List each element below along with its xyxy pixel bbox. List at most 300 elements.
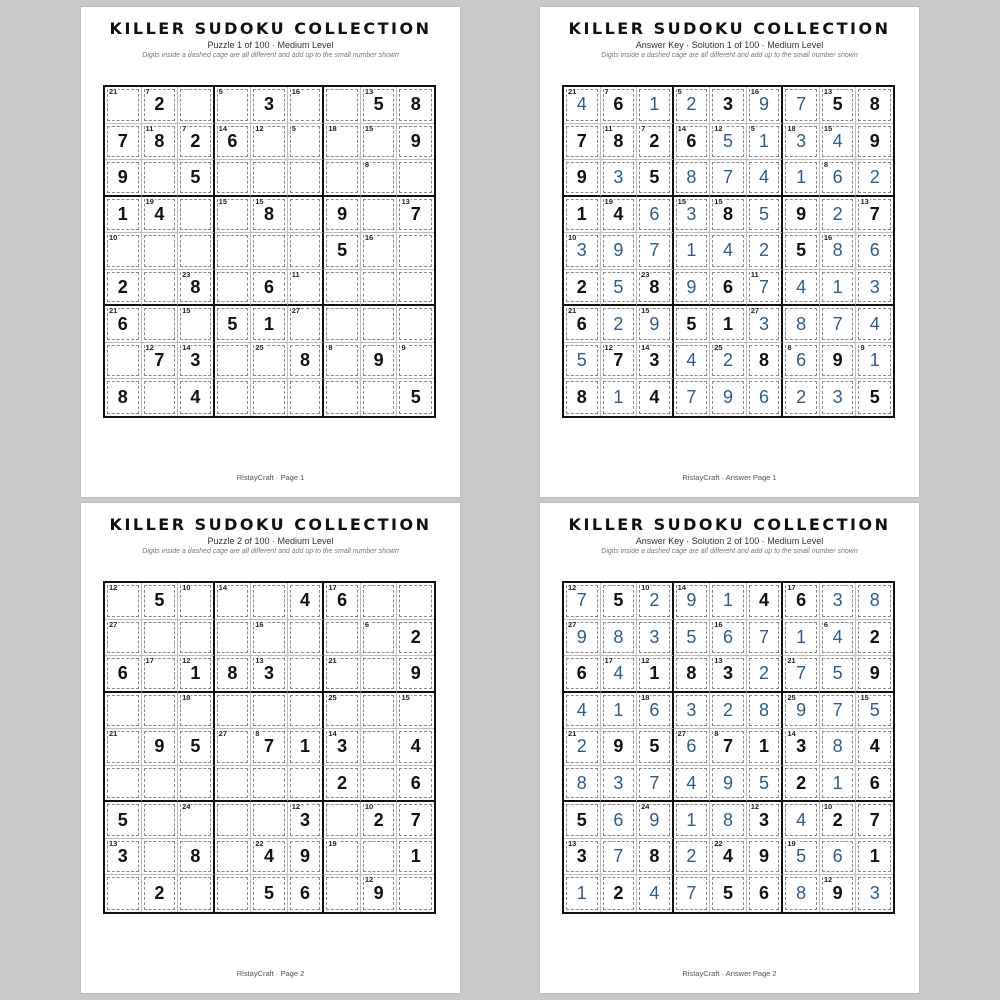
given-digit: 1 xyxy=(410,846,421,867)
sudoku-cell xyxy=(105,124,142,161)
sudoku-cell xyxy=(820,87,857,124)
cage-sum: 13 xyxy=(860,196,869,206)
cage-sum: 25 xyxy=(787,692,796,702)
sudoku-cell xyxy=(361,343,398,380)
solution-digit: 7 xyxy=(686,387,697,408)
given-digit: 8 xyxy=(300,350,311,371)
cage-sum: 12 xyxy=(604,342,613,352)
solution-digit: 2 xyxy=(722,699,733,720)
cage-sum: 8 xyxy=(255,729,260,739)
given-digit: 3 xyxy=(722,94,733,115)
sudoku-cell xyxy=(288,583,325,620)
sudoku-cell xyxy=(637,306,674,343)
sudoku-cell xyxy=(637,270,674,307)
solution-digit: 1 xyxy=(832,772,843,793)
page-footer: RistayCraft · Page 2 xyxy=(236,969,305,978)
sudoku-cell xyxy=(820,583,857,620)
solution-digit: 4 xyxy=(832,130,843,151)
sudoku-cell xyxy=(674,124,711,161)
given-digit: 7 xyxy=(722,736,733,757)
cage-sum: 13 xyxy=(823,87,833,96)
solution-digit: 5 xyxy=(759,772,770,793)
sudoku-cell xyxy=(674,802,711,839)
sudoku-cell xyxy=(747,802,784,839)
cage-outline xyxy=(290,622,321,654)
solution-digit: 1 xyxy=(722,590,733,611)
sudoku-cell xyxy=(710,729,747,766)
puzzle-page-1 xyxy=(81,7,460,497)
cage-sum: 15 xyxy=(401,692,410,702)
solution-digit: 5 xyxy=(796,846,807,867)
sudoku-cell xyxy=(820,729,857,766)
solution-digit: 8 xyxy=(686,166,697,187)
cage-outline xyxy=(144,841,176,873)
cage-sum: 8 xyxy=(787,342,792,352)
given-digit: 8 xyxy=(190,846,201,867)
sudoku-cell xyxy=(710,875,747,912)
cage-sum: 14 xyxy=(677,583,686,592)
given-digit: 2 xyxy=(117,276,128,297)
sudoku-cell xyxy=(105,875,142,912)
cage-outline xyxy=(180,199,211,231)
sudoku-cell xyxy=(361,656,398,693)
sudoku-cell xyxy=(783,766,820,803)
sudoku-cell xyxy=(710,656,747,693)
solution-digit: 4 xyxy=(613,662,624,683)
given-digit: 2 xyxy=(154,883,165,904)
sudoku-cell xyxy=(251,583,288,620)
solution-digit: 6 xyxy=(649,699,660,720)
sudoku-cell xyxy=(288,656,325,693)
sudoku-cell xyxy=(288,766,325,803)
solution-digit: 5 xyxy=(832,662,843,683)
sudoku-cell xyxy=(397,160,434,197)
sudoku-cell xyxy=(361,802,398,839)
given-digit: 2 xyxy=(154,94,165,115)
sudoku-cell xyxy=(215,656,252,693)
given-digit: 2 xyxy=(613,883,624,904)
given-digit: 4 xyxy=(722,846,733,867)
given-digit: 9 xyxy=(832,350,843,371)
cage-outline xyxy=(399,308,432,340)
cage-sum: 5 xyxy=(750,123,755,133)
given-digit: 8 xyxy=(117,387,128,408)
sudoku-cell xyxy=(820,656,857,693)
sudoku-cell xyxy=(564,233,601,270)
sudoku-cell xyxy=(178,693,215,730)
sudoku-cell xyxy=(397,802,434,839)
solution-digit: 3 xyxy=(759,313,770,334)
sudoku-cell xyxy=(142,233,179,270)
sudoku-cell xyxy=(856,875,893,912)
given-digit: 7 xyxy=(869,203,880,224)
cage-outline xyxy=(290,658,321,689)
sudoku-cell xyxy=(397,270,434,307)
cage-sum: 16 xyxy=(714,619,723,629)
given-digit: 3 xyxy=(263,662,274,683)
cage-sum: 23 xyxy=(641,269,650,279)
sudoku-cell xyxy=(783,233,820,270)
cage-sum: 15 xyxy=(364,123,374,133)
sudoku-cell xyxy=(856,839,893,876)
solution-digit: 6 xyxy=(832,846,843,867)
sudoku-cell xyxy=(710,306,747,343)
cage-outline xyxy=(326,804,358,836)
sudoku-cell xyxy=(747,124,784,161)
sudoku-cell xyxy=(178,87,215,124)
cage-outline xyxy=(399,877,432,910)
given-digit: 2 xyxy=(869,626,880,647)
sudoku-cell xyxy=(637,729,674,766)
sudoku-cell xyxy=(856,306,893,343)
cage-sum: 10 xyxy=(823,802,833,812)
given-digit: 6 xyxy=(759,883,770,904)
cage-sum: 15 xyxy=(714,196,723,206)
cage-sum: 16 xyxy=(750,87,760,96)
page-subtitle: Puzzle 2 of 100 · Medium Level xyxy=(207,536,334,546)
sudoku-cell xyxy=(747,583,784,620)
sudoku-cell xyxy=(601,343,638,380)
sudoku-cell xyxy=(251,87,288,124)
sudoku-cell xyxy=(397,379,434,416)
answer-page-1 xyxy=(540,7,919,497)
sudoku-cell xyxy=(564,124,601,161)
cage-outline xyxy=(253,768,285,799)
cage-sum: 27 xyxy=(109,619,118,629)
cage-sum: 15 xyxy=(182,306,191,316)
given-digit: 6 xyxy=(227,130,238,151)
cage-outline xyxy=(326,162,358,193)
solution-digit: 6 xyxy=(759,387,770,408)
sudoku-cell xyxy=(637,379,674,416)
sudoku-cell xyxy=(564,766,601,803)
sudoku-cell xyxy=(251,270,288,307)
sudoku-cell xyxy=(397,656,434,693)
sudoku-cell xyxy=(288,343,325,380)
cage-sum: 9 xyxy=(860,342,865,352)
given-digit: 6 xyxy=(337,590,348,611)
cage-outline xyxy=(363,731,395,763)
sudoku-cell xyxy=(601,583,638,620)
cage-outline xyxy=(363,199,395,231)
cage-sum: 21 xyxy=(109,306,118,316)
given-digit: 7 xyxy=(410,203,421,224)
cage-sum: 21 xyxy=(328,656,337,666)
cage-sum: 22 xyxy=(714,838,723,848)
solution-digit: 2 xyxy=(869,166,880,187)
cage-sum: 21 xyxy=(568,306,577,316)
sudoku-cell xyxy=(674,875,711,912)
sudoku-cell xyxy=(361,379,398,416)
given-digit: 8 xyxy=(649,846,660,867)
sudoku-cell xyxy=(324,379,361,416)
sudoku-cell xyxy=(820,802,857,839)
sudoku-cell xyxy=(710,583,747,620)
cage-outline xyxy=(363,381,395,414)
given-digit: 9 xyxy=(759,846,770,867)
sudoku-cell xyxy=(674,379,711,416)
sudoku-cell xyxy=(142,839,179,876)
sudoku-cell xyxy=(324,160,361,197)
sudoku-cell xyxy=(361,197,398,234)
given-digit: 1 xyxy=(649,662,660,683)
given-digit: 6 xyxy=(117,313,128,334)
given-digit: 9 xyxy=(337,203,348,224)
cage-outline xyxy=(363,768,395,799)
cage-outline xyxy=(144,768,176,799)
cage-sum: 18 xyxy=(328,123,337,133)
solution-digit: 9 xyxy=(649,313,660,334)
solution-digit: 9 xyxy=(649,809,660,830)
cage-sum: 15 xyxy=(860,692,869,702)
sudoku-cell xyxy=(288,160,325,197)
given-digit: 3 xyxy=(649,350,660,371)
sudoku-cell xyxy=(142,87,179,124)
cage-sum: 16 xyxy=(823,233,833,243)
cage-outline xyxy=(217,695,249,727)
cage-sum: 16 xyxy=(255,619,264,629)
given-digit: 3 xyxy=(337,736,348,757)
given-digit: 4 xyxy=(649,387,660,408)
solution-digit: 3 xyxy=(686,203,697,224)
sudoku-cell xyxy=(251,233,288,270)
given-digit: 9 xyxy=(613,736,624,757)
sudoku-cell xyxy=(747,233,784,270)
sudoku-cell xyxy=(397,766,434,803)
sudoku-cell xyxy=(178,583,215,620)
sudoku-cell xyxy=(324,802,361,839)
cage-sum: 15 xyxy=(641,306,650,316)
sudoku-cell xyxy=(747,766,784,803)
solution-digit: 4 xyxy=(576,94,587,115)
solution-digit: 3 xyxy=(576,240,587,261)
solution-digit: 4 xyxy=(686,350,697,371)
sudoku-cell xyxy=(856,233,893,270)
cage-sum: 23 xyxy=(182,269,191,279)
cage-outline xyxy=(180,877,211,910)
sudoku-cell xyxy=(783,343,820,380)
given-digit: 3 xyxy=(190,350,201,371)
given-digit: 4 xyxy=(759,590,770,611)
cage-sum: 7 xyxy=(182,123,187,133)
cage-sum: 13 xyxy=(255,656,264,666)
sudoku-cell xyxy=(288,270,325,307)
sudoku-cell xyxy=(215,379,252,416)
sudoku-cell xyxy=(637,802,674,839)
solution-digit: 9 xyxy=(759,94,770,115)
sudoku-cell xyxy=(178,270,215,307)
sudoku-cell xyxy=(637,875,674,912)
solution-digit: 3 xyxy=(686,699,697,720)
solution-digit: 1 xyxy=(613,699,624,720)
cage-outline xyxy=(290,768,321,799)
sudoku-cell xyxy=(601,656,638,693)
cage-outline xyxy=(326,89,358,121)
sudoku-cell xyxy=(251,729,288,766)
cage-sum: 12 xyxy=(182,656,191,666)
cage-sum: 21 xyxy=(568,729,577,739)
solution-digit: 4 xyxy=(649,883,660,904)
cage-sum: 17 xyxy=(328,583,337,592)
cage-sum: 25 xyxy=(328,692,337,702)
cage-sum: 10 xyxy=(568,233,577,243)
sudoku-cell xyxy=(783,87,820,124)
sudoku-cell xyxy=(251,656,288,693)
sudoku-cell xyxy=(856,656,893,693)
sudoku-cell xyxy=(142,583,179,620)
given-digit: 5 xyxy=(613,590,624,611)
cage-sum: 8 xyxy=(364,160,370,170)
cage-sum: 5 xyxy=(677,87,682,96)
sudoku-cell xyxy=(105,160,142,197)
sudoku-cell xyxy=(783,693,820,730)
sudoku-cell xyxy=(105,87,142,124)
sudoku-cell xyxy=(674,306,711,343)
cage-sum: 12 xyxy=(750,802,760,812)
given-digit: 3 xyxy=(300,809,311,830)
instructions: Digits inside a dashed cage are all different and add up to the small number shown xyxy=(601,548,858,555)
cage-outline xyxy=(180,235,211,267)
sudoku-cell xyxy=(324,656,361,693)
given-digit: 7 xyxy=(410,809,421,830)
sudoku-cell xyxy=(783,306,820,343)
sudoku-cell xyxy=(397,197,434,234)
instructions: Digits inside a dashed cage are all different and add up to the small number shown xyxy=(142,52,399,59)
given-digit: 4 xyxy=(154,203,165,224)
sudoku-cell xyxy=(361,124,398,161)
sudoku-cell xyxy=(564,87,601,124)
cage-outline xyxy=(290,199,321,231)
solution-digit: 8 xyxy=(796,883,807,904)
sudoku-cell xyxy=(747,343,784,380)
given-digit: 9 xyxy=(300,846,311,867)
instructions: Digits inside a dashed cage are all different and add up to the small number shown xyxy=(142,548,399,555)
given-digit: 5 xyxy=(576,809,587,830)
sudoku-cell xyxy=(324,839,361,876)
sudoku-cell xyxy=(601,766,638,803)
sudoku-cell xyxy=(601,160,638,197)
solution-digit: 2 xyxy=(613,313,624,334)
cage-sum: 16 xyxy=(364,233,374,243)
solution-digit: 2 xyxy=(796,387,807,408)
solution-digit: 6 xyxy=(832,166,843,187)
given-digit: 2 xyxy=(832,809,843,830)
given-digit: 6 xyxy=(263,276,274,297)
sudoku-cell xyxy=(820,233,857,270)
sudoku-cell xyxy=(637,87,674,124)
cage-outline xyxy=(144,308,176,340)
sudoku-cell xyxy=(820,270,857,307)
given-digit: 5 xyxy=(686,313,697,334)
sudoku-cell xyxy=(324,875,361,912)
sudoku-cell xyxy=(178,802,215,839)
sudoku-cell xyxy=(251,343,288,380)
given-digit: 8 xyxy=(686,662,697,683)
sudoku-cell xyxy=(288,693,325,730)
sudoku-cell xyxy=(674,160,711,197)
sudoku-cell xyxy=(142,343,179,380)
solution-digit: 1 xyxy=(869,350,880,371)
sudoku-cell xyxy=(783,379,820,416)
cage-sum: 12 xyxy=(291,802,301,812)
sudoku-cell xyxy=(397,343,434,380)
sudoku-cell xyxy=(564,306,601,343)
given-digit: 8 xyxy=(649,276,660,297)
solution-digit: 4 xyxy=(576,699,587,720)
sudoku-cell xyxy=(288,729,325,766)
cage-sum: 27 xyxy=(677,729,686,739)
cage-outline xyxy=(217,768,249,799)
sudoku-cell xyxy=(361,620,398,657)
solution-digit: 6 xyxy=(722,626,733,647)
sudoku-cell xyxy=(142,729,179,766)
solution-digit: 8 xyxy=(576,772,587,793)
cage-outline xyxy=(144,162,176,193)
sudoku-cell xyxy=(178,875,215,912)
sudoku-cell xyxy=(105,729,142,766)
sudoku-cell xyxy=(215,802,252,839)
sudoku-cell xyxy=(710,766,747,803)
cage-sum: 14 xyxy=(787,729,796,739)
sudoku-cell xyxy=(251,197,288,234)
sudoku-cell xyxy=(142,875,179,912)
solution-digit: 2 xyxy=(686,94,697,115)
sudoku-cell xyxy=(674,343,711,380)
page-title: KILLER SUDOKU COLLECTION xyxy=(109,19,432,38)
sudoku-cell xyxy=(105,343,142,380)
cage-outline xyxy=(363,658,395,689)
given-digit: 9 xyxy=(869,662,880,683)
sudoku-cell xyxy=(564,583,601,620)
cage-sum: 12 xyxy=(568,583,577,592)
given-digit: 9 xyxy=(373,350,384,371)
given-digit: 8 xyxy=(410,94,421,115)
sudoku-cell xyxy=(710,802,747,839)
cage-sum: 19 xyxy=(328,838,337,848)
solution-digit: 7 xyxy=(759,626,770,647)
sudoku-cell xyxy=(783,656,820,693)
sudoku-cell xyxy=(637,766,674,803)
sudoku-cell xyxy=(710,839,747,876)
sudoku-cell xyxy=(674,233,711,270)
page-footer: RistayCraft · Page 1 xyxy=(236,473,305,482)
cage-sum: 21 xyxy=(109,729,118,739)
cage-outline xyxy=(253,585,285,617)
sudoku-grid xyxy=(103,581,436,914)
sudoku-cell xyxy=(251,693,288,730)
sudoku-cell xyxy=(215,270,252,307)
sudoku-cell xyxy=(361,270,398,307)
sudoku-cell xyxy=(856,160,893,197)
sudoku-cell xyxy=(820,766,857,803)
sudoku-cell xyxy=(856,583,893,620)
sudoku-cell xyxy=(601,233,638,270)
cage-sum: 13 xyxy=(109,838,118,848)
sudoku-cell xyxy=(324,124,361,161)
sudoku-cell xyxy=(397,233,434,270)
solution-digit: 9 xyxy=(686,276,697,297)
sudoku-cell xyxy=(747,729,784,766)
page-subtitle: Answer Key · Solution 1 of 100 · Medium Level xyxy=(635,40,824,50)
cage-outline xyxy=(144,804,176,836)
cage-outline xyxy=(363,585,395,617)
sudoku-cell xyxy=(674,270,711,307)
given-digit: 8 xyxy=(869,94,880,115)
sudoku-cell xyxy=(142,124,179,161)
sudoku-cell xyxy=(637,583,674,620)
page-footer: RistayCraft · Answer Page 2 xyxy=(682,969,777,978)
solution-digit: 4 xyxy=(759,166,770,187)
